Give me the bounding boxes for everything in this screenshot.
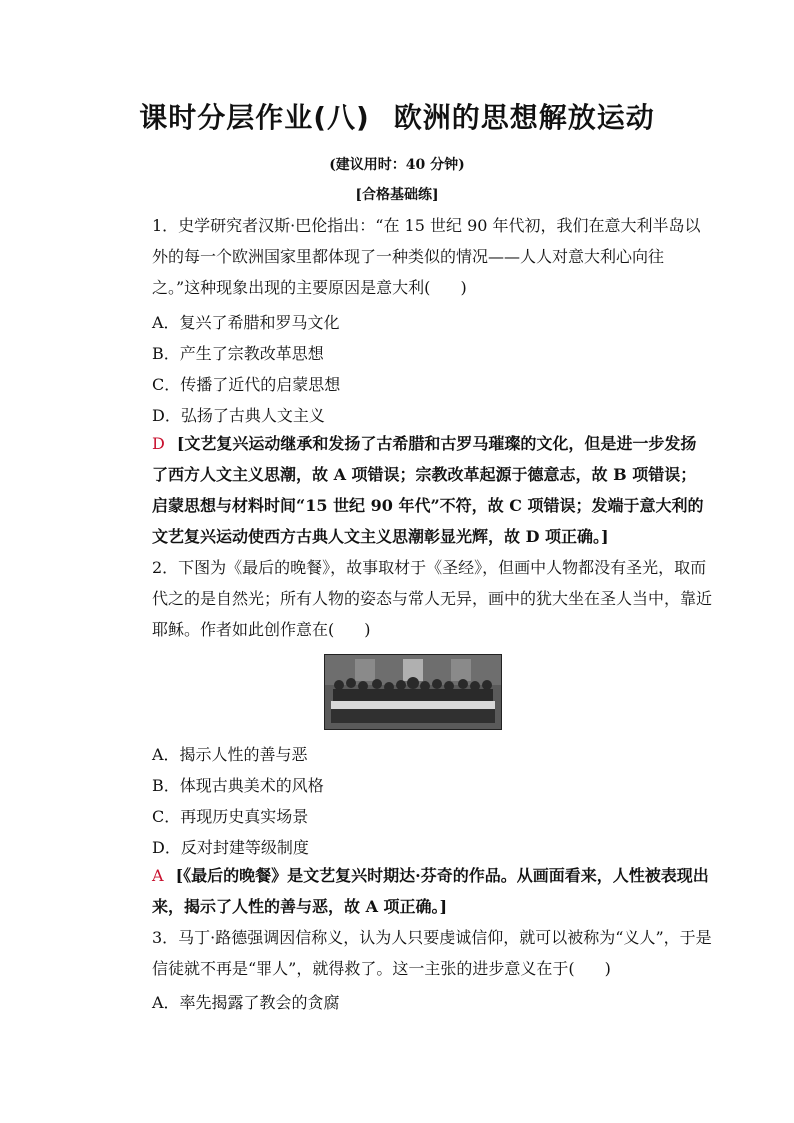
q2-option-a: A．揭示人性的善与恶 <box>152 745 308 764</box>
q1-option-a: A．复兴了希腊和罗马文化 <box>152 313 340 332</box>
q2-option-d: D．反对封建等级制度 <box>152 838 309 857</box>
last-supper-image <box>324 654 502 730</box>
section-label: [合格基础练] <box>355 187 439 203</box>
title-lesson: 课时分层作业(八) <box>139 101 370 134</box>
time-note: (建议用时：40 分钟) <box>329 157 465 173</box>
question-2-stem: 2．下图为《最后的晚餐》，故事取材于《圣经》，但画中人物都没有圣光，取而代之的是自然光；所有人物的姿态与常人无异，画中的犹大坐在圣人当中，靠近耶稣。作者如此创作意在( ) <box>152 558 713 639</box>
q2-answer-explanation: [《最后的晚餐》是文艺复兴时期达·芬奇的作品。从画面看来，人性被表现出来，揭示了人性的善与恶，故 A 项正确。] <box>152 866 709 916</box>
q1-answer-letter: D <box>152 434 165 453</box>
q1-option-c: C．传播了近代的启蒙思想 <box>152 375 341 394</box>
title-topic: 欧洲的思想解放运动 <box>393 101 655 134</box>
q1-answer <box>120 428 712 552</box>
q1-option-d: D．弘扬了古典人文主义 <box>152 406 325 425</box>
question-1-stem: 1．史学研究者汉斯·巴伦指出：“在 15 世纪 90 年代初，我们在意大利半岛以外的每一个欧洲国家里都体现了一种类似的情况——人人对意大利心向往之。”这种现象出现的主要原因是意大利( ) <box>152 216 701 297</box>
q3-option-a: A．率先揭露了教会的贪腐 <box>152 993 340 1012</box>
q2-option-c: C．再现历史真实场景 <box>152 807 309 826</box>
q2-option-b: B．体现古典美术的风格 <box>152 776 324 795</box>
q1-option-b: B．产生了宗教改革思想 <box>152 344 324 363</box>
q2-answer-letter: A <box>152 866 164 885</box>
question-3-stem: 3．马丁·路德强调因信称义，认为人只要虔诚信仰，就可以被称为“义人”，于是信徒就不再是“罪人”，就得救了。这一主张的进步意义在于( ) <box>152 928 712 978</box>
q1-answer-explanation: [文艺复兴运动继承和发扬了古希腊和古罗马璀璨的文化，但是进一步发扬了西方人文主义思潮，故 A 项错误；宗教改革起源于德意志，故 B 项错误；启蒙思想与材料时间“15 世纪 90 年代”不符，故 C 项错误；发端于意大利的文艺复兴运动使西方古典人文主义思潮彰显光辉，故 D 项正确。] <box>152 434 704 546</box>
page-title <box>0 96 794 136</box>
q2-answer <box>120 860 712 922</box>
